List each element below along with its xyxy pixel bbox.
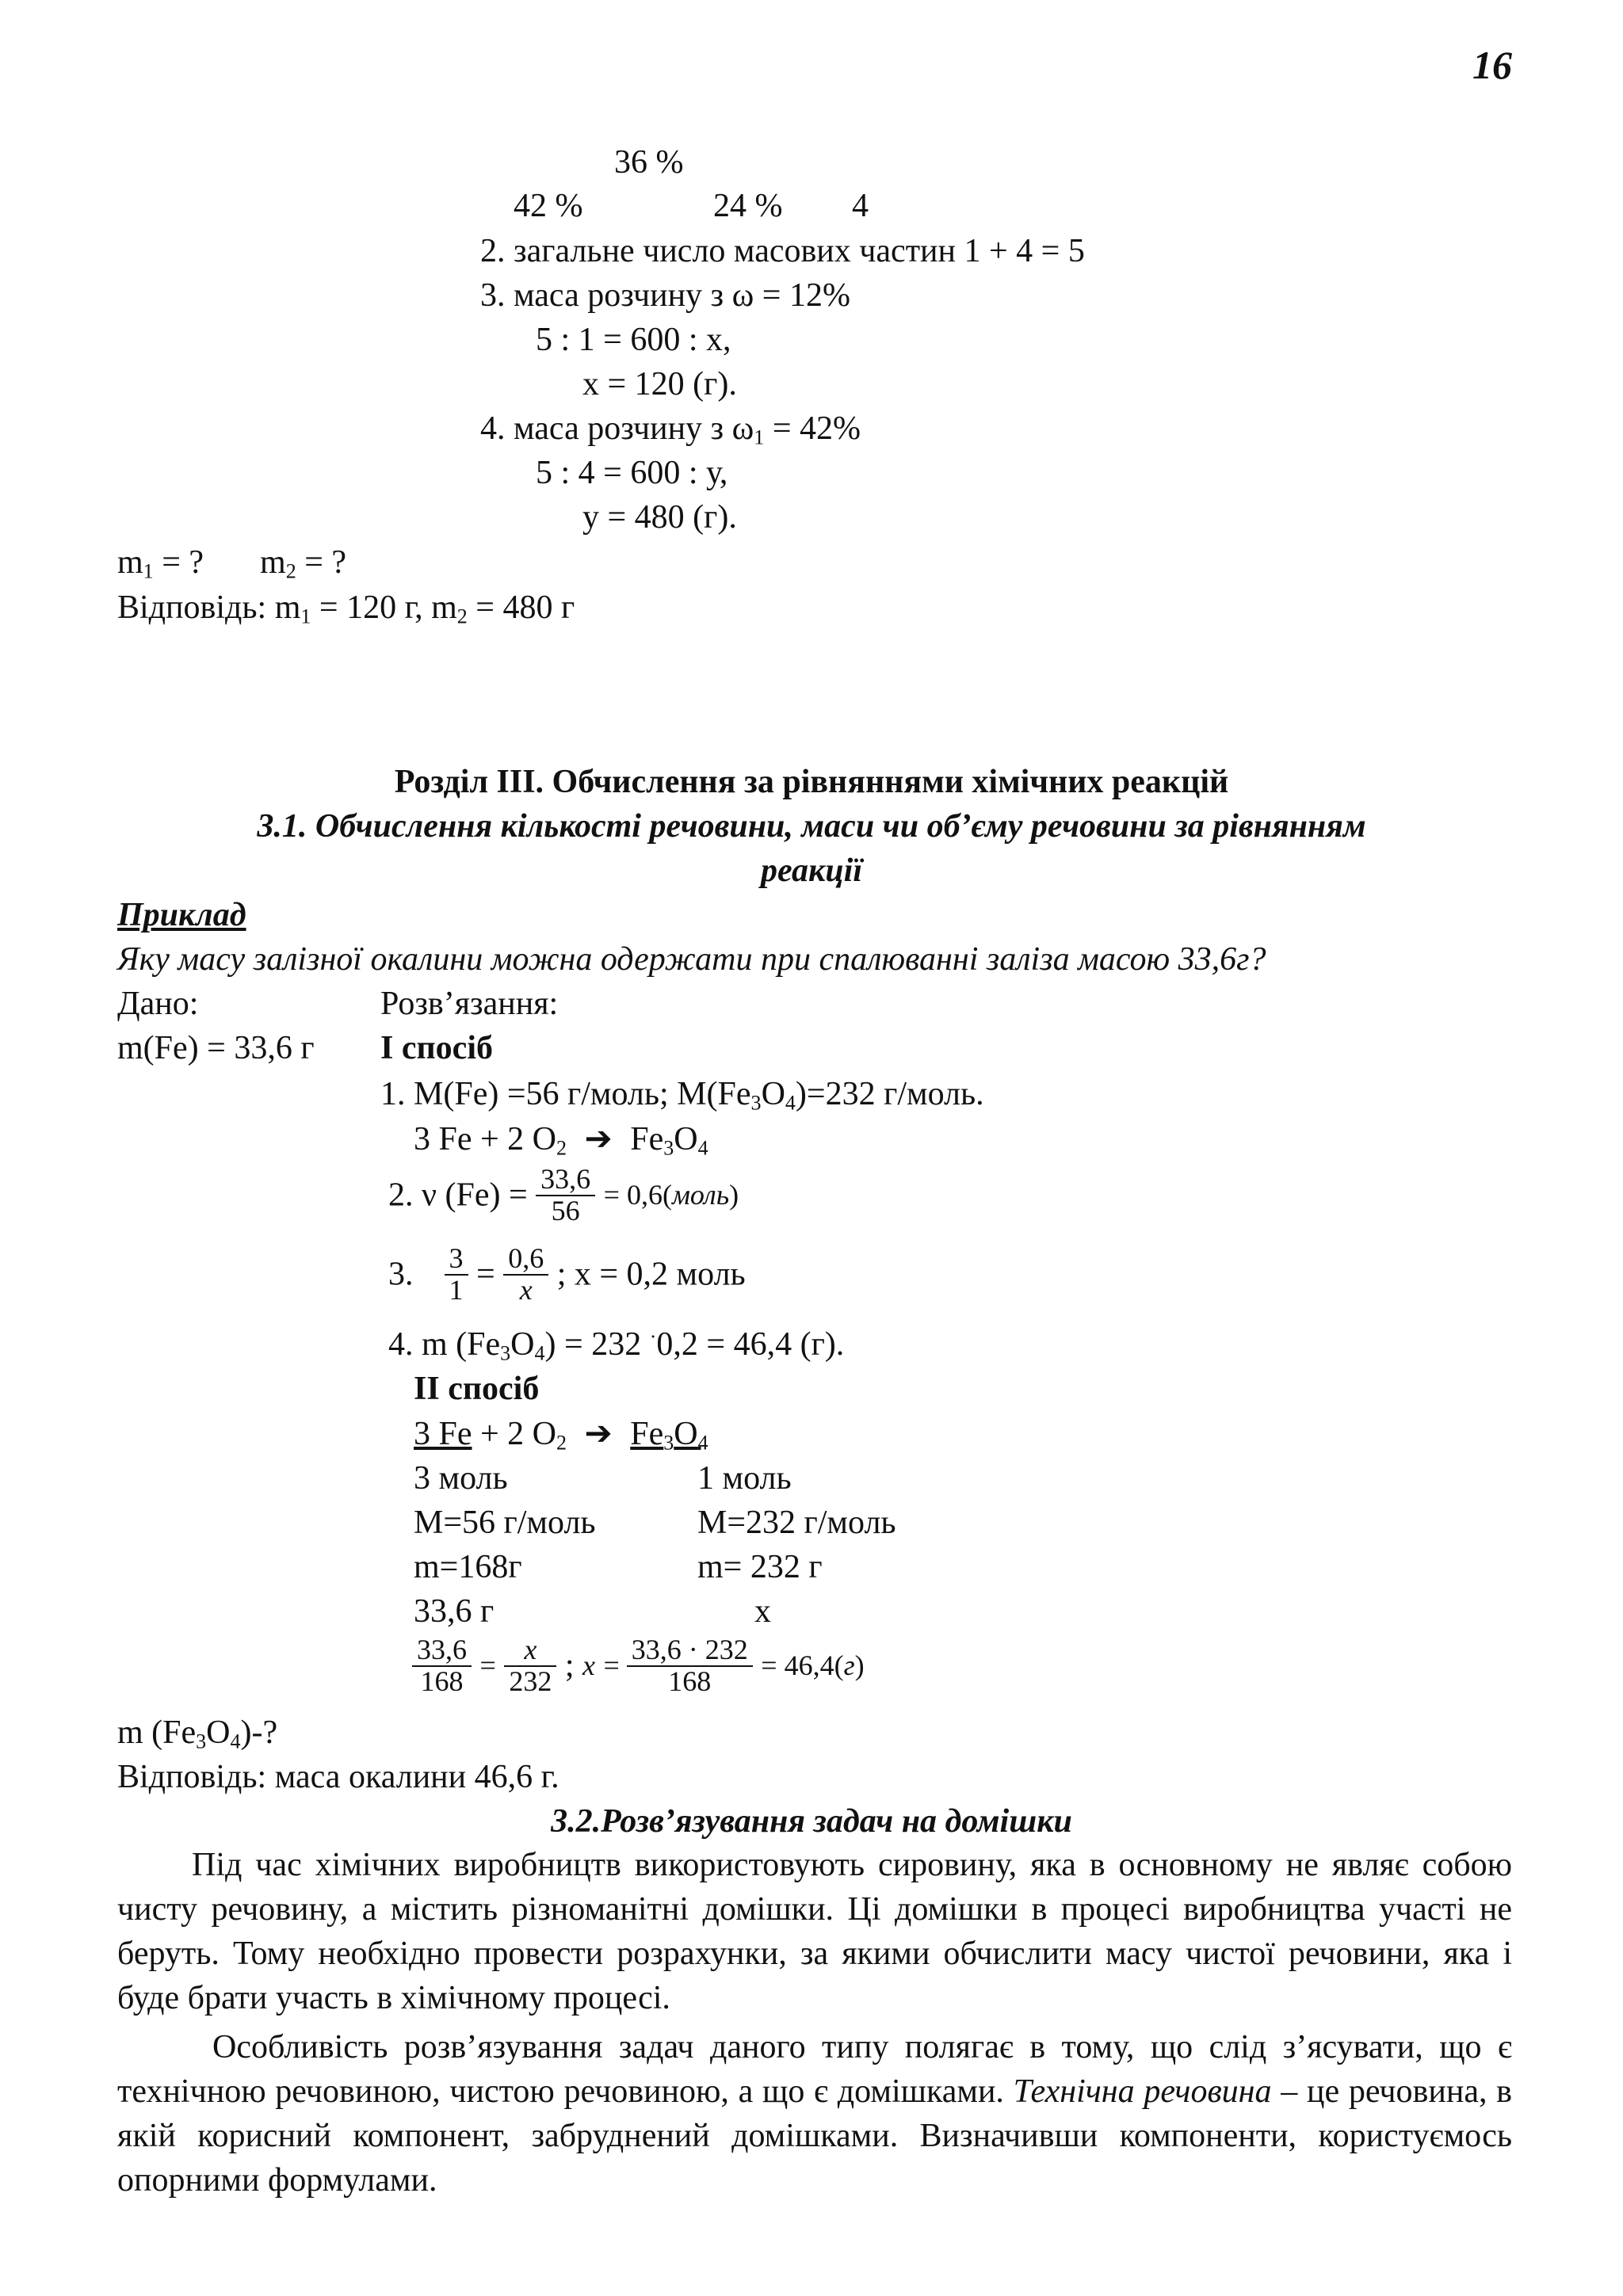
- paragraph-2: Особливість розв’язування задач даного типу полягає в тому, що слід з’ясувати, що є технічною речовиною, чистою речовиною, а що є домішками. Технічна речовина – це речовина, в якій корисний компонент, забруднений домішками. Визначивши компоненти, користуємось опорними формулами.: [117, 2029, 1513, 2199]
- unknowns: $m_1$ = ? $m_2$ = ?: [117, 544, 347, 583]
- fraction-ratio-1: $\frac{3}{1}$: [445, 1244, 468, 1306]
- example-label: Приклад: [117, 897, 246, 933]
- calc-line-5: 5 : 1 = 600 : х,: [536, 322, 731, 358]
- row-unknown-x: х: [754, 1593, 771, 1630]
- calc-line-2c: 4: [852, 188, 869, 224]
- section-3-2-title: 3.2.Розв’язування задач на домішки: [551, 1803, 1072, 1840]
- subsection-title-line-2: реакції: [760, 852, 863, 889]
- answer-1: Відповідь: $m_1 = 120$ г, $m_2 = 480$ г: [117, 589, 575, 628]
- arrow-icon: ➔: [584, 1416, 613, 1452]
- calc-line-2b: 24 %: [713, 188, 783, 224]
- paragraph-1: Під час хімічних виробництв використовують сировину, яка в основному не являє собою чисту речовину, а містить різноманітні домішки. Ці домішки в процесі виробництва участі не беруть. Тому необхідно провести розрахунки, за якими обчислити масу чистої речовини, яка і буде брати участь в хімічному процесі.: [117, 1847, 1512, 2016]
- page-number: 16: [1472, 43, 1512, 87]
- row-given-fe: 33,6 г: [414, 1593, 495, 1630]
- subsection-title-line-1: 3.1. Обчислення кількості речовини, маси чи об’єму речовини за рівнянням: [257, 808, 1366, 845]
- step-1: 1. M(Fe) =56 г/моль; $M(Fe_3O_4)=232$ г/моль.: [380, 1076, 984, 1115]
- given-value: m(Fe) = 33,6 г: [117, 1030, 315, 1066]
- calc-line-7: 4. маса розчину з $\omega_1 = 42\%$: [480, 410, 861, 449]
- fraction-ratio-2: $\frac{0,6}{x}$: [503, 1244, 548, 1306]
- find-value: m $(Fe_3O_4)-$?: [117, 1714, 278, 1753]
- method-1-title: І спосіб: [380, 1030, 493, 1066]
- fraction-proportion-1: $\frac{33,6}{168}$: [412, 1635, 472, 1697]
- arrow-icon: ➔: [584, 1121, 613, 1158]
- solution-label: Розв’язання:: [380, 986, 559, 1022]
- fraction-proportion-2: $\frac{x}{232}$: [504, 1635, 556, 1697]
- row-moles-fe: 3 моль: [414, 1460, 508, 1497]
- section-title: Розділ ІІІ. Обчислення за рівняннями хімічних реакцій: [394, 764, 1229, 800]
- row-mass-fe3o4: m= 232 г: [697, 1549, 823, 1585]
- fraction-moles: $\frac{33,6}{56}$: [536, 1165, 595, 1226]
- answer-2: Відповідь: маса окалини 46,6 г.: [117, 1759, 559, 1795]
- calc-line-9: у = 480 (г).: [582, 499, 737, 536]
- row-molar-fe: M=56 г/моль: [414, 1505, 596, 1541]
- calc-line-2a: 42 %: [514, 188, 583, 224]
- calc-line-4: 3. маса розчину з ω = 12%: [480, 277, 850, 314]
- reaction-equation-2: 3 Fe + 2 $O_2$ ➔ $Fe_3O_4$: [414, 1416, 708, 1455]
- calc-line-1: 36 %: [614, 144, 684, 181]
- fraction-proportion-3: $\frac{33,6 \cdot 232}{168}$: [627, 1635, 753, 1697]
- method-2-title: ІІ спосіб: [414, 1371, 540, 1407]
- step-2: 2. ν (Fe) = $\frac{33,6}{56}$ = 0,6(моль): [388, 1163, 739, 1226]
- step-3: 3. $\frac{3}{1}$ = $\frac{0,6}{x}$ ; х = 0,2 моль: [388, 1242, 746, 1306]
- calc-line-8: 5 : 4 = 600 : у,: [536, 455, 728, 491]
- given-label: Дано:: [117, 986, 199, 1022]
- example-question: Яку масу залізної окалини можна одержати при спалюванні заліза масою 33,6г?: [117, 941, 1266, 978]
- reaction-equation: 3 Fe + 2 $O_2$ ➔ $Fe_3O_4$: [414, 1121, 708, 1160]
- calc-line-3: 2. загальне число масових частин 1 + 4 = 5: [480, 233, 1085, 269]
- row-mass-fe: m=168г: [414, 1549, 522, 1585]
- step-4: 4. m $(Fe_3O_4) = 232$ ·0,2 = 46,4 (г).: [388, 1325, 845, 1365]
- proportion-formula: $\frac{33,6}{168}$ = $\frac{x}{232}$ ; x = $\frac{33,6 \cdot 232}{168}$ = 46,4(г): [412, 1635, 865, 1697]
- calc-line-6: х = 120 (г).: [582, 366, 737, 402]
- row-moles-fe3o4: 1 моль: [697, 1460, 792, 1497]
- row-molar-fe3o4: M=232 г/моль: [697, 1505, 896, 1541]
